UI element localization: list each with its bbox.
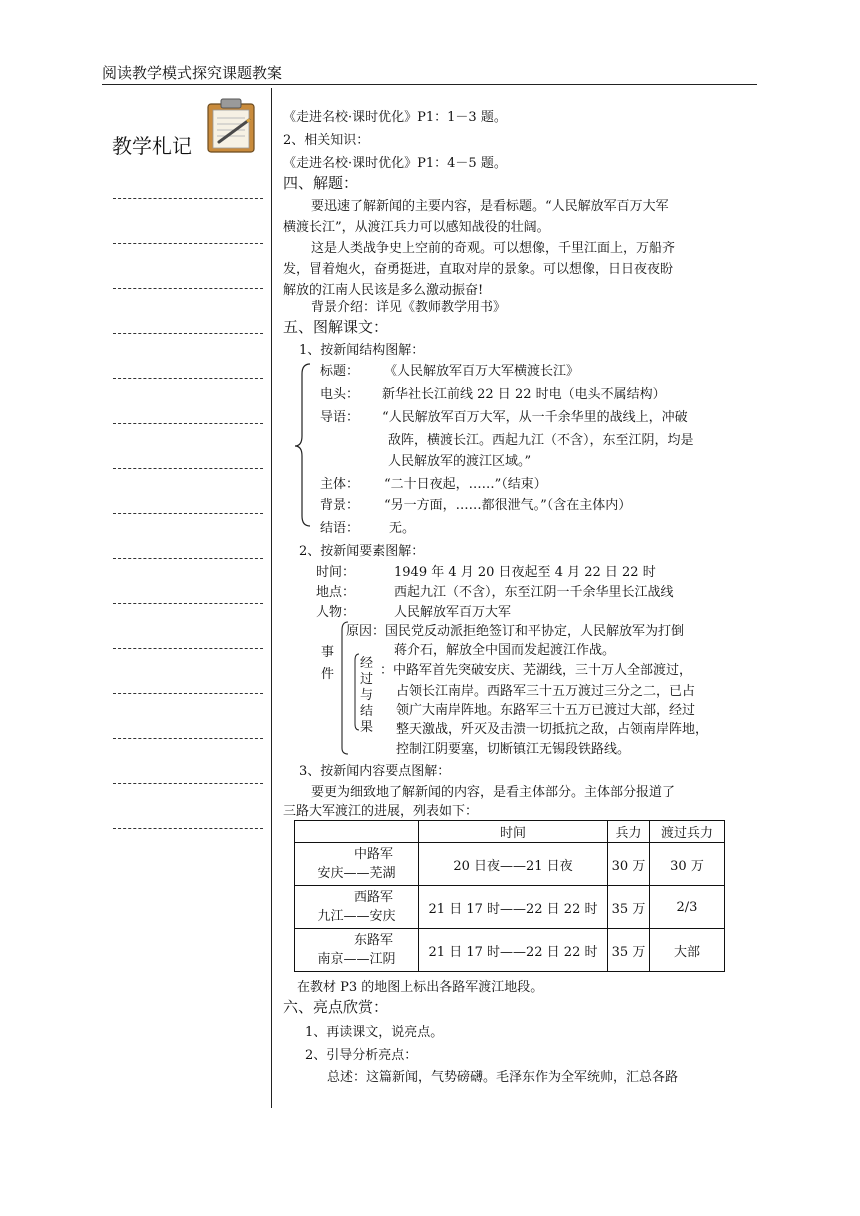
text-line: 人物： bbox=[316, 605, 356, 620]
text-line: 原因：国民党反动派拒绝签订和平协定，人民解放军为打倒 bbox=[346, 624, 685, 639]
force-cell: 35 万 bbox=[608, 929, 650, 972]
table-header-row bbox=[295, 821, 725, 843]
process-label: 过 bbox=[360, 672, 374, 687]
time-cell: 20 日夜——21 日夜 bbox=[419, 843, 608, 886]
table-header-cell: 兵力 bbox=[608, 821, 650, 843]
process-label: 与 bbox=[360, 688, 374, 703]
army-route: 九江——安庆 bbox=[317, 909, 396, 924]
crossing-table bbox=[294, 820, 725, 972]
table-header-cell: 时间 bbox=[419, 821, 608, 843]
section-heading: 四、解题： bbox=[283, 174, 359, 192]
document-header-title: 阅读教学模式探究课题教案 bbox=[102, 64, 283, 82]
text-line: 标题： bbox=[320, 364, 360, 379]
text-line: 占领长江南岸。西路军三十五万渡过三分之二，已占 bbox=[396, 684, 696, 699]
text-line: 要迅速了解新闻的主要内容，是看标题。“人民解放军百万大军 bbox=[311, 199, 669, 214]
text-line: 解放的江南人民该是多么激动振奋! bbox=[283, 283, 484, 298]
text-line: 1、按新闻结构图解： bbox=[299, 343, 425, 358]
army-cell bbox=[295, 843, 419, 886]
text-line: 敌阵，横渡长江。西起九江（不含），东至江阴，均是 bbox=[388, 433, 694, 448]
army-route: 南京——江阴 bbox=[317, 952, 396, 967]
text-line: 《走进名校·课时优化》P1：1－3 题。 bbox=[283, 110, 507, 125]
text-line: 2、相关知识： bbox=[283, 133, 370, 148]
time-cell: 21 日 17 时——22 日 22 时 bbox=[419, 929, 608, 972]
text-line: 1、再读课文，说亮点。 bbox=[305, 1025, 444, 1040]
margin-divider bbox=[271, 88, 272, 1108]
text-line: 西起九江（不含），东至江阴一千余华里长江战线 bbox=[394, 585, 674, 600]
notes-line bbox=[113, 693, 263, 694]
text-line: 要更为细致地了解新闻的内容，是看主体部分。主体部分报道了 bbox=[311, 785, 676, 800]
text-line: 人民解放军百万大军 bbox=[394, 605, 512, 620]
notes-line bbox=[113, 378, 263, 379]
army-name: 东路军 bbox=[353, 933, 393, 948]
notes-line bbox=[113, 738, 263, 739]
notes-line bbox=[113, 828, 263, 829]
text-line: 背景： bbox=[320, 498, 360, 513]
notes-line bbox=[113, 558, 263, 559]
text-line: 蒋介石，解放全中国而发起渡江作战。 bbox=[394, 643, 616, 658]
notes-line bbox=[113, 513, 263, 514]
sidebar-title: 教学札记 bbox=[112, 134, 192, 158]
army-route: 安庆——芜湖 bbox=[317, 866, 396, 881]
text-line: 整天激战，歼灭及击溃一切抵抗之敌，占领南岸阵地， bbox=[396, 722, 709, 737]
section-heading: 五、图解课文： bbox=[283, 318, 389, 336]
text-line: 总述：这篇新闻，气势磅礴。毛泽东作为全军统帅，汇总各路 bbox=[327, 1070, 679, 1085]
text-line: 2、按新闻要素图解： bbox=[299, 544, 425, 559]
text-line: 无。 bbox=[389, 521, 416, 536]
process-label: 果 bbox=[360, 720, 374, 735]
text-line: 人民解放军的渡江区域。” bbox=[388, 454, 532, 469]
text-line: 背景介绍：详见《教师教学用书》 bbox=[311, 300, 507, 315]
notes-line bbox=[113, 198, 263, 199]
army-cell bbox=[295, 886, 419, 929]
army-cell bbox=[295, 929, 419, 972]
header-rule bbox=[102, 84, 757, 85]
text-line: 地点： bbox=[316, 585, 356, 600]
crossed-cell: 2/3 bbox=[650, 886, 725, 929]
force-cell: 35 万 bbox=[608, 886, 650, 929]
table-header-cell: 渡过兵力 bbox=[650, 821, 725, 843]
text-line: 3、按新闻内容要点图解： bbox=[299, 764, 451, 779]
table-row bbox=[295, 929, 725, 972]
notes-line bbox=[113, 423, 263, 424]
notes-line bbox=[113, 333, 263, 334]
event-label: 事 bbox=[321, 645, 335, 660]
notes-line bbox=[113, 648, 263, 649]
text-line: 2、引导分析亮点： bbox=[305, 1048, 418, 1063]
event-brace bbox=[336, 620, 350, 756]
crossed-cell: 30 万 bbox=[650, 843, 725, 886]
time-cell: 21 日 17 时——22 日 22 时 bbox=[419, 886, 608, 929]
structure-brace bbox=[292, 360, 314, 530]
text-line: 导语： bbox=[320, 410, 360, 425]
text-line: 结语： bbox=[320, 521, 360, 536]
table-row bbox=[295, 843, 725, 886]
text-line: 横渡长江”，从渡江兵力可以感知战役的壮阔。 bbox=[283, 220, 550, 235]
notes-line bbox=[113, 783, 263, 784]
text-line: 时间： bbox=[316, 565, 356, 580]
text-line: “另一方面，……都很泄气。”（含在主体内） bbox=[384, 498, 632, 513]
text-line: 在教材 P3 的地图上标出各路军渡江地段。 bbox=[297, 980, 544, 995]
notes-line bbox=[113, 243, 263, 244]
table-row bbox=[295, 886, 725, 929]
notes-line bbox=[113, 288, 263, 289]
text-line: “二十日夜起，……”（结束） bbox=[384, 477, 547, 492]
text-line: 《人民解放军百万大军横渡长江》 bbox=[384, 364, 580, 379]
text-line: 控制江阴要塞，切断镇江无锡段铁路线。 bbox=[396, 742, 631, 757]
army-name: 西路军 bbox=[353, 890, 393, 905]
table-header-cell bbox=[295, 821, 419, 843]
process-label: 经 bbox=[360, 656, 374, 671]
event-label: 件 bbox=[321, 667, 335, 682]
text-line: 新华社长江前线 22 日 22 时电（电头不属结构） bbox=[382, 387, 666, 402]
text-line: 1949 年 4 月 20 日夜起至 4 月 22 日 22 时 bbox=[394, 565, 656, 580]
text-line: 这是人类战争史上空前的奇观。可以想像，千里江面上，万船齐 bbox=[311, 241, 676, 256]
text-line: 三路大军渡江的进展，列表如下： bbox=[283, 804, 479, 819]
text-line: 电头： bbox=[320, 387, 360, 402]
clipboard-icon bbox=[205, 96, 257, 154]
text-line: “人民解放军百万大军，从一千余华里的战线上，冲破 bbox=[382, 410, 688, 425]
army-name: 中路军 bbox=[353, 847, 393, 862]
text-line: 领广大南岸阵地。东路军三十五万已渡过大部，经过 bbox=[396, 703, 696, 718]
crossed-cell: 大部 bbox=[650, 929, 725, 972]
force-cell: 30 万 bbox=[608, 843, 650, 886]
text-line: 发，冒着炮火，奋勇挺进，直取对岸的景象。可以想像，日日夜夜盼 bbox=[283, 262, 674, 277]
section-heading: 六、亮点欣赏： bbox=[283, 998, 389, 1016]
process-label: 结 bbox=[360, 704, 374, 719]
notes-line bbox=[113, 468, 263, 469]
text-line: 《走进名校·课时优化》P1：4－5 题。 bbox=[283, 156, 507, 171]
notes-line bbox=[113, 603, 263, 604]
text-line: ：中路军首先突破安庆、芜湖线，三十万人全部渡过， bbox=[380, 663, 693, 678]
text-line: 主体： bbox=[320, 477, 360, 492]
